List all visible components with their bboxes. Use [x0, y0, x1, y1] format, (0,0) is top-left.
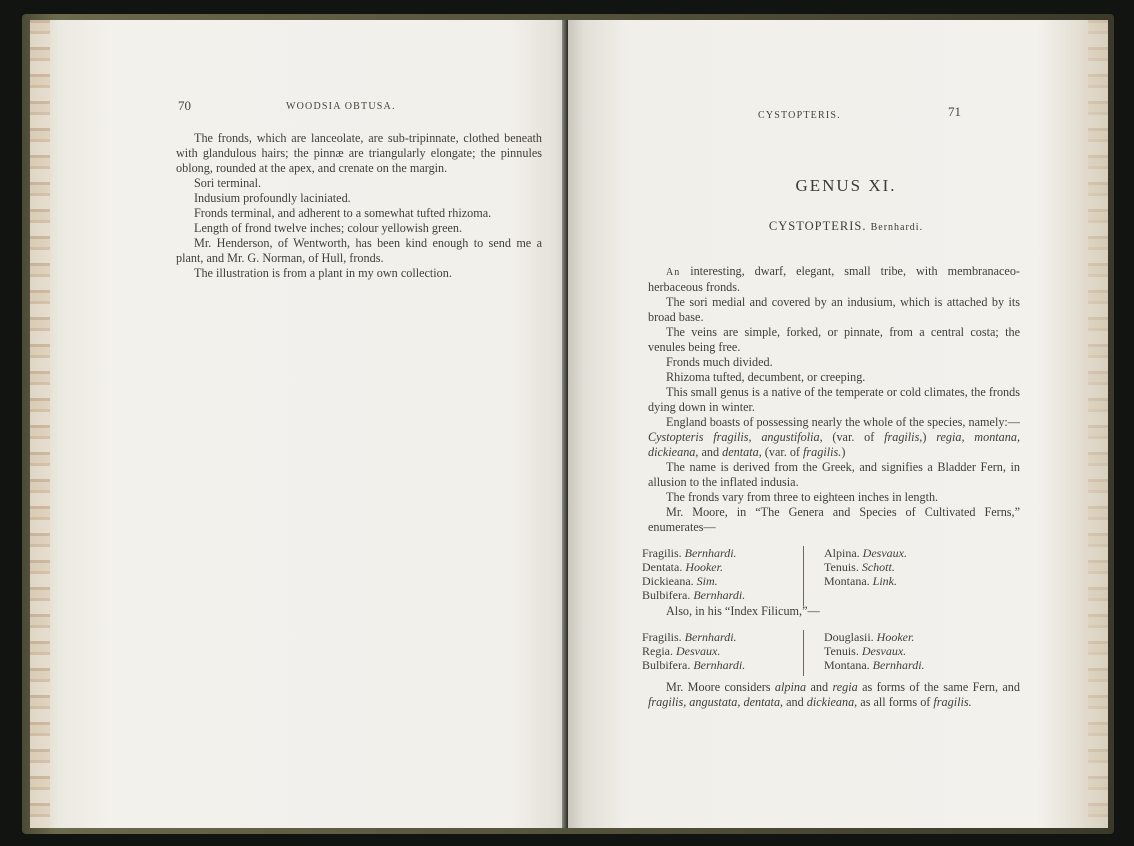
- column-divider: [803, 630, 804, 676]
- column-divider: [803, 546, 804, 606]
- species-author: Link.: [872, 574, 897, 588]
- paragraph: The fronds, which are lanceolate, are sub-tripinnate, clothed beneath with glandulous hairs; the pinnæ are triangularly elongate; the pinnules oblong, rounded at the apex, and crenate on the margin.: [176, 131, 542, 175]
- species-author: Sim.: [696, 574, 718, 588]
- paragraph-text: and: [783, 695, 807, 709]
- species-name: Bulbifera.: [642, 658, 691, 672]
- species-author: Bernhardi.: [684, 546, 737, 560]
- lead-word: An: [666, 267, 681, 278]
- species-name: Alpina.: [824, 546, 860, 560]
- paragraph-text: interesting, dwarf, elegant, small tribe, with membranaceo-herbaceous fronds.: [648, 264, 1020, 294]
- closing-paragraph: [648, 680, 1020, 710]
- species-names: fragilis,: [884, 430, 923, 444]
- species-name: Douglasii.: [824, 630, 874, 644]
- paragraph: This small genus is a native of the temperate or cold climates, the fronds dying down in winter.: [648, 385, 1020, 414]
- species-names: alpina: [774, 680, 807, 694]
- paragraph: The illustration is from a plant in my own collection.: [194, 266, 452, 280]
- left-page-number: 70: [178, 98, 191, 113]
- genus-title: [568, 219, 1108, 234]
- right-page-body: [648, 264, 1020, 535]
- species-names: fragilis.: [933, 695, 972, 709]
- paragraph: Rhizoma tufted, decumbent, or creeping.: [666, 370, 866, 384]
- species-name: Dickieana.: [642, 574, 694, 588]
- list-item: [824, 546, 907, 560]
- paragraph: The fronds vary from three to eighteen inches in length.: [666, 490, 939, 504]
- paragraph: Mr. Moore, in “The Genera and Species of Cultivated Ferns,” enumerates—: [648, 505, 1020, 534]
- paragraph-text: ): [841, 445, 846, 459]
- species-name: Fragilis.: [642, 546, 682, 560]
- species-names: dentata,: [722, 445, 762, 459]
- species-name: Tenuis.: [824, 644, 859, 658]
- species-name: Montana.: [824, 574, 870, 588]
- left-page: [30, 20, 571, 828]
- paragraph-text: and: [698, 445, 723, 459]
- list-item: [824, 574, 907, 588]
- species-name: Regia.: [642, 644, 673, 658]
- list-item: [824, 560, 907, 574]
- paragraph: The veins are simple, forked, or pinnate, from a central costa; the venules being free.: [648, 325, 1020, 354]
- list-item: [642, 546, 745, 560]
- genus-author: Bernhardi.: [870, 222, 924, 233]
- species-author: Bernhardi.: [684, 630, 737, 644]
- genus-heading: GENUS XI.: [795, 176, 897, 195]
- species-author: Bernhardi.: [693, 658, 746, 672]
- list-item: [642, 658, 745, 672]
- species-author: Bernhardi.: [872, 658, 925, 672]
- species-names: fragilis.: [803, 445, 842, 459]
- species-list-moore-left: [642, 546, 745, 602]
- paragraph: Sori terminal.: [194, 176, 262, 190]
- left-running-head: WOODSIA OBTUSA.: [286, 101, 396, 112]
- paragraph: Fronds terminal, and adherent to a somewhat tufted rhizoma.: [194, 206, 492, 220]
- species-name: Fragilis.: [642, 630, 682, 644]
- paragraph-text: (var. of: [822, 430, 885, 444]
- page-edge-stain: [1088, 20, 1108, 828]
- right-page: [568, 20, 1108, 828]
- species-author: Hooker.: [685, 560, 723, 574]
- paragraph-text: as all forms of: [857, 695, 934, 709]
- species-list-index-left: [642, 630, 745, 672]
- species-author: Desvaux.: [676, 644, 721, 658]
- species-name: Dentata.: [642, 560, 683, 574]
- list-item: [824, 644, 925, 658]
- species-names: regia: [832, 680, 858, 694]
- species-name: Tenuis.: [824, 560, 859, 574]
- paragraph: [648, 680, 1020, 710]
- list-item: [642, 630, 745, 644]
- paragraph: The sori medial and covered by an indusium, which is attached by its broad base.: [648, 295, 1020, 324]
- species-names: dickieana,: [806, 695, 858, 709]
- list-item: [642, 560, 745, 574]
- paragraph: Also, in his “Index Filicum,”—: [666, 604, 820, 618]
- paragraph: The name is derived from the Greek, and signifies a Bladder Fern, in allusion to the inflated indusia.: [648, 460, 1020, 489]
- species-names: Cystopteris fragilis, angustifolia,: [648, 430, 823, 444]
- species-name: Bulbifera.: [642, 588, 691, 602]
- left-page-body: [176, 131, 542, 281]
- paragraph-text: and: [806, 680, 833, 694]
- paragraph: [648, 415, 1020, 460]
- species-names: regia, montana, dickieana,: [648, 430, 1020, 459]
- species-list-index-right: [824, 630, 925, 672]
- paragraph: [648, 264, 1020, 295]
- paragraph-text: England boasts of possessing nearly the whole of the species, namely:—: [666, 415, 1020, 429]
- paragraph: Length of frond twelve inches; colour yellowish green.: [194, 221, 463, 235]
- right-running-head: CYSTOPTERIS.: [758, 110, 841, 121]
- paragraph-text: ): [922, 430, 937, 444]
- list-item: [824, 658, 925, 672]
- list-item: [642, 644, 745, 658]
- species-author: Desvaux.: [861, 644, 907, 658]
- list-item: [642, 588, 745, 602]
- paragraph: Indusium profoundly laciniated.: [194, 191, 351, 205]
- species-author: Bernhardi.: [693, 588, 746, 602]
- paragraph-text: (var. of: [761, 445, 804, 459]
- list-item: [642, 574, 745, 588]
- species-author: Hooker.: [876, 630, 915, 644]
- species-names: fragilis, angustata, dentata,: [648, 695, 784, 709]
- paragraph: Fronds much divided.: [666, 355, 773, 369]
- page-edge-stain: [30, 20, 50, 828]
- species-name: Montana.: [824, 658, 870, 672]
- paragraph-text: Mr. Moore considers: [666, 680, 775, 694]
- list-item: [824, 630, 925, 644]
- index-filicum-intro: [648, 604, 1020, 619]
- species-list-moore-right: [824, 546, 907, 588]
- species-author: Desvaux.: [862, 546, 907, 560]
- right-page-number: 71: [948, 104, 961, 119]
- genus-name: CYSTOPTERIS.: [768, 219, 867, 233]
- species-author: Schott.: [861, 560, 895, 574]
- paragraph-text: as forms of the same Fern, and: [857, 680, 1020, 694]
- paragraph: Mr. Henderson, of Wentworth, has been kind enough to send me a plant, and Mr. G. Norman, of Hull, fronds.: [176, 236, 542, 265]
